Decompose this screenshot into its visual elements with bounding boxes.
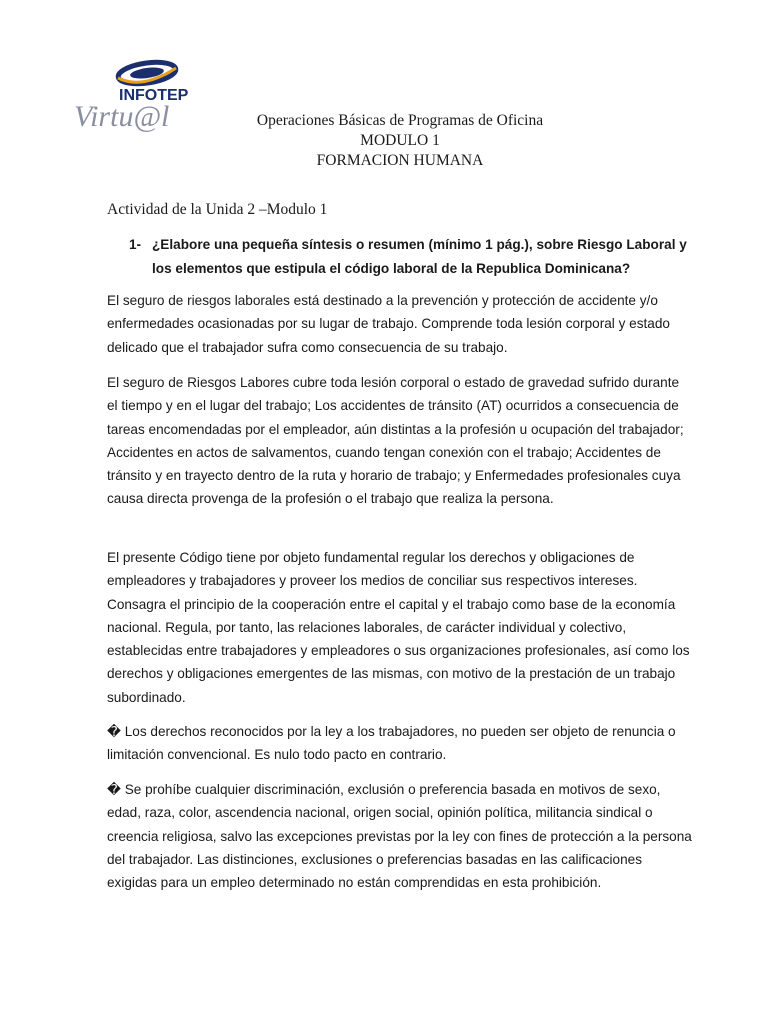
paragraph-1: El seguro de riesgos laborales está destinado a la prevención y protección de accidente y/o enfermedades ocasionadas por su lugar de trabajo. Comprende toda lesión corporal y estado delicado que el trabajador sufra como consecuencia de su trabajo. [107, 293, 670, 355]
paragraph-4: � Los derechos reconocidos por la ley a los trabajadores, no pueden ser objeto de renuncia o limitación convencional. Es nulo todo pacto en contrario. [107, 724, 676, 763]
paragraph-5: � Se prohíbe cualquier discriminación, exclusión o preferencia basada en motivos de sexo, edad, raza, color, ascendencia nacional, origen social, opinión política, militancia sindical o creencia religiosa, salvo las excepciones previstas por la ley con fines de protección a la persona del trabajador. Las distinciones, exclusiones o preferencias basadas en las calificaciones exigidas para un empleo determinado no están comprendidas en esta prohibición. [107, 782, 692, 891]
question-text: ¿Elabore una pequeña síntesis o resumen (mínimo 1 pág.), sobre Riesgo Laboral y los elementos que estipula el código laboral de la Republica Dominicana? [152, 237, 687, 276]
question-item [129, 233, 709, 281]
paragraph-3: El presente Código tiene por objeto fundamental regular los derechos y obligaciones de empleadores y trabajadores y proveer los medios de conciliar sus respectivos intereses. Consagra el principio de la cooperación entre el capital y el trabajo como base de la economía nacional. Regula, por tanto, las relaciones laborales, de carácter individual y colectivo, establecidas entre trabajadores y empleadores o sus organizaciones profesionales, así como los derechos y obligaciones emergentes de las mismas, con motivo de la prestación de un trabajo subordinado. [107, 550, 690, 705]
logo-sub-text: Virtu@l [74, 100, 170, 132]
topic-title: FORMACION HUMANA [316, 152, 484, 169]
activity-title: Actividad de la Unida 2 –Modulo 1 [107, 201, 328, 218]
course-title: Operaciones Básicas de Programas de Oficina [256, 112, 544, 129]
question-number: 1- [129, 237, 142, 252]
paragraph-2: El seguro de Riesgos Labores cubre toda lesión corporal o estado de gravedad sufrido durante el tiempo y en el lugar del trabajo; Los accidentes de tránsito (AT) ocurridos a consecuencia de tareas encomendadas por el empleador, aún distintas a la profesión u ocupación del trabajador; Accidentes en actos de salvamentos, cuando tengan conexión con el trabajo; Accidentes de tránsito y en trayecto dentro de la ruta y horario de trabajo; y Enfermedades profesionales cuya causa directa provenga de la profesión o el trabajo que realiza la persona. [107, 375, 684, 507]
document-header [0, 111, 768, 171]
module-title: MODULO 1 [360, 132, 440, 149]
logo-brand-text: INFOTEP [119, 87, 189, 104]
